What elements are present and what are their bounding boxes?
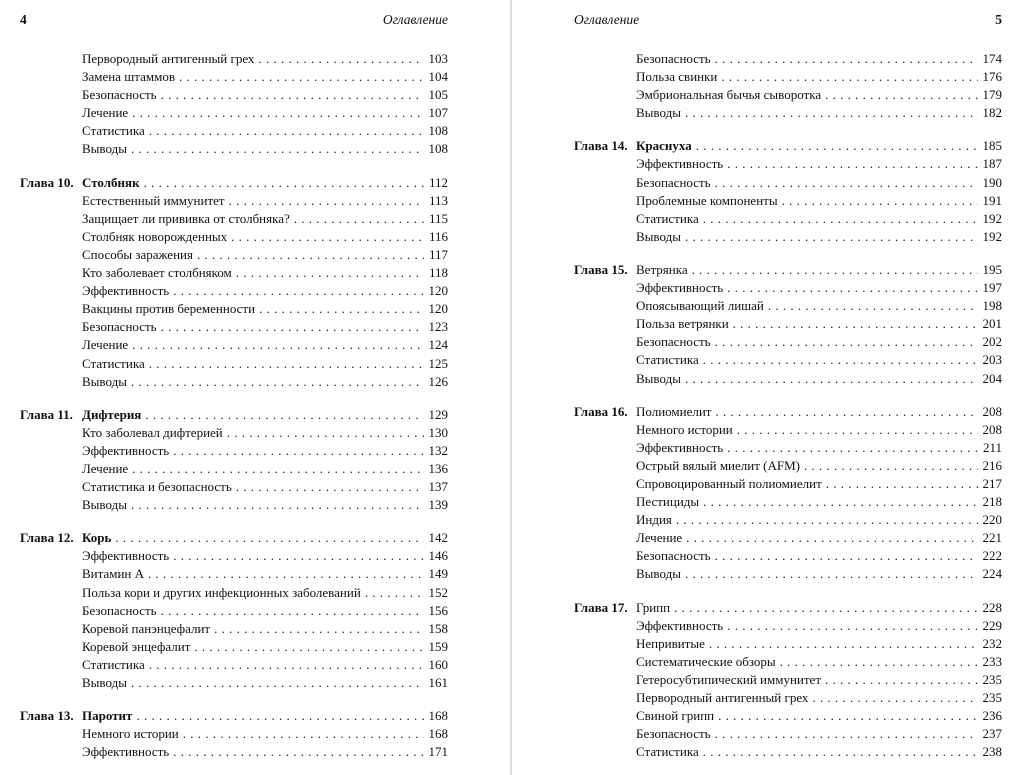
toc-entry <box>20 547 448 565</box>
toc-entry-page: 118 <box>424 264 448 282</box>
toc-entry-title: Эффективность <box>82 548 170 564</box>
toc-entry-title: Столбняк <box>82 174 140 190</box>
toc-entry-page: 120 <box>424 282 449 300</box>
toc-entry <box>20 50 448 68</box>
toc-entry-page: 232 <box>978 635 1003 653</box>
toc-entry-page: 158 <box>424 620 449 638</box>
toc-entry-title: Выводы <box>82 497 127 513</box>
toc-entry-title: Безопасность <box>636 726 711 742</box>
toc-chapter-group <box>574 261 1002 388</box>
toc-entry <box>20 707 448 725</box>
toc-entry <box>20 424 448 442</box>
toc-entry-page: 161 <box>424 674 449 692</box>
toc-entry-page: 115 <box>424 210 448 228</box>
toc-entry-page: 130 <box>424 424 449 442</box>
toc-entry <box>20 228 448 246</box>
toc-entry-title: Немного истории <box>636 421 733 437</box>
chapter-number: Глава 10. <box>20 174 74 190</box>
toc-entry <box>20 656 448 674</box>
toc-entry <box>574 333 1002 351</box>
toc-entry-page: 113 <box>424 192 448 210</box>
toc-entry-page: 202 <box>978 333 1003 351</box>
toc-entry <box>574 279 1002 297</box>
toc-entry <box>574 155 1002 173</box>
toc-entry-page: 132 <box>424 442 449 460</box>
toc-entry-title: Замена штаммов <box>82 69 175 85</box>
toc-entry-title: Выводы <box>636 566 681 582</box>
toc-entry <box>20 318 448 336</box>
toc-entry-title: Эффективность <box>82 744 170 760</box>
toc-entry-page: 126 <box>424 373 449 391</box>
toc-entry-title: Непривитые <box>636 635 705 651</box>
toc-entry-title: Безопасность <box>82 87 157 103</box>
toc-entry-page: 105 <box>424 86 449 104</box>
toc-entry-page: 137 <box>424 478 449 496</box>
toc-entry-title: Эффективность <box>636 439 724 455</box>
toc-chapter-group <box>20 50 448 159</box>
toc-chapter-group <box>574 137 1002 246</box>
toc-entry-title: Кто заболевает столбняком <box>82 265 232 281</box>
left-page <box>0 0 510 775</box>
toc-entry-title: Выводы <box>82 373 127 389</box>
toc-entry <box>20 406 448 424</box>
toc-entry-page: 224 <box>978 565 1003 583</box>
page-number: 4 <box>20 12 27 27</box>
toc-entry <box>20 743 448 761</box>
toc-entry <box>574 565 1002 583</box>
toc-entry <box>574 192 1002 210</box>
toc-entry-title: Эффективность <box>82 283 170 299</box>
toc-entry-page: 235 <box>978 671 1003 689</box>
toc-entry-title: Опоясывающий лишай <box>636 298 764 314</box>
toc-entry-title: Проблемные компоненты <box>636 192 778 208</box>
chapter-number: Глава 11. <box>20 406 73 422</box>
toc-entry-title: Пестициды <box>636 494 700 510</box>
toc-entry-page: 218 <box>978 493 1003 511</box>
toc-entry-title: Выводы <box>82 141 127 157</box>
toc-entry-title: Статистика <box>636 744 699 760</box>
toc-entry-title: Краснуха <box>636 138 692 154</box>
toc-entry <box>574 86 1002 104</box>
toc-entry-page: 123 <box>424 318 449 336</box>
toc-entry-page: 236 <box>978 707 1003 725</box>
toc-entry <box>20 174 448 192</box>
toc-entry-title: Выводы <box>636 370 681 386</box>
toc-entry-title: Безопасность <box>636 334 711 350</box>
toc-entry-title: Ветрянка <box>636 261 688 277</box>
toc-entry-page: 222 <box>978 547 1003 565</box>
toc-chapter-group <box>20 529 448 692</box>
toc-entry-page: 139 <box>424 496 449 514</box>
toc-entry <box>574 50 1002 68</box>
toc-entry <box>20 104 448 122</box>
toc-entry-page: 221 <box>978 529 1003 547</box>
toc-entry-page: 120 <box>424 300 449 318</box>
toc-entry-page: 108 <box>424 122 449 140</box>
toc-entry-title: Статистика <box>636 352 699 368</box>
toc-entry-page: 208 <box>978 421 1003 439</box>
toc-entry-title: Витамин А <box>82 566 145 582</box>
toc-entry <box>574 137 1002 155</box>
book-spine <box>510 0 512 775</box>
toc-chapter-group <box>574 403 1002 584</box>
toc-entry <box>574 261 1002 279</box>
toc-chapter-group <box>20 707 448 761</box>
toc-entry-page: 195 <box>978 261 1003 279</box>
toc-entry-title: Безопасность <box>636 51 711 66</box>
toc-entry-title: Выводы <box>82 675 127 690</box>
toc-entry-page: 235 <box>978 689 1003 707</box>
toc-entry-page: 104 <box>424 68 449 86</box>
toc-entry <box>20 282 448 300</box>
toc-entry-title: Способы заражения <box>82 246 193 262</box>
toc-entry-title: Лечение <box>82 105 129 121</box>
toc-entry-page: 237 <box>978 725 1003 743</box>
toc-entry <box>574 210 1002 228</box>
toc-entry-title: Эффективность <box>82 442 170 458</box>
running-head: Оглавление <box>382 12 448 27</box>
toc-entry-title: Статистика <box>82 123 145 139</box>
toc-entry-title: Полиомиелит <box>636 403 712 419</box>
toc-entry-page: 160 <box>424 656 449 674</box>
toc-entry-title: Грипп <box>636 599 671 615</box>
toc-entry <box>574 315 1002 333</box>
toc-entry-page: 116 <box>424 228 448 246</box>
toc-entry-page: 149 <box>424 565 449 583</box>
toc-entry-title: Немного истории <box>82 726 179 742</box>
toc-entry-title: Польза свинки <box>636 69 718 85</box>
toc-entry <box>574 403 1002 421</box>
toc-entry-title: Выводы <box>636 105 681 121</box>
toc-entry <box>574 174 1002 192</box>
toc-entry-page: 238 <box>978 743 1003 761</box>
toc-entry <box>574 457 1002 475</box>
right-page <box>513 0 1027 775</box>
toc-entry-title: Безопасность <box>82 602 157 618</box>
toc-entry <box>20 442 448 460</box>
toc-entry <box>574 439 1002 457</box>
toc-entry-title: Свиной грипп <box>636 708 715 724</box>
toc-entry-page: 108 <box>424 140 449 158</box>
toc-entry <box>20 355 448 373</box>
toc-entry <box>574 725 1002 743</box>
toc-entry-page: 203 <box>978 351 1003 369</box>
toc-chapter-group <box>574 599 1002 762</box>
toc-entry-page: 129 <box>424 406 449 424</box>
toc-entry-title: Систематические обзоры <box>636 653 776 669</box>
toc-entry-title: Эффективность <box>636 156 724 172</box>
toc-entry-page: 156 <box>424 602 449 620</box>
toc-entry-page: 228 <box>978 599 1003 617</box>
toc-entry-page: 146 <box>424 547 449 565</box>
toc-entry <box>574 228 1002 246</box>
toc-entry-page: 233 <box>978 653 1003 671</box>
toc-entry-title: Безопасность <box>636 174 711 190</box>
toc-entry-title: Корь <box>82 530 112 546</box>
running-head: Оглавление <box>574 12 640 27</box>
toc-entry-title: Спровоцированный полиомиелит <box>636 475 822 491</box>
toc-entry-page: 171 <box>424 743 449 761</box>
toc-entry <box>20 300 448 318</box>
toc-entry-title: Статистика <box>82 355 145 371</box>
page-number: 5 <box>995 12 1002 27</box>
toc-entry-page: 182 <box>978 104 1003 122</box>
toc-entry-title: Первородный антигенный грех <box>82 51 255 66</box>
toc-entry <box>20 529 448 547</box>
toc-entry-page: 103 <box>424 50 449 68</box>
toc-entry-page: 187 <box>978 155 1003 173</box>
toc-entry-page: 216 <box>978 457 1003 475</box>
toc-entry-title: Эмбриональная бычья сыворотка <box>636 87 822 103</box>
toc-entry-title: Коревой энцефалит <box>82 638 191 654</box>
toc-entry-title: Лечение <box>82 460 129 476</box>
toc-entry <box>20 565 448 583</box>
toc-entry-page: 190 <box>978 174 1003 192</box>
toc-entry <box>574 617 1002 635</box>
toc-entry-title: Коревой панэнцефалит <box>82 620 211 636</box>
chapter-number: Глава 14. <box>574 138 628 154</box>
toc-entry-page: 217 <box>978 475 1003 493</box>
toc-entry-page: 107 <box>424 104 449 122</box>
toc-entry-page: 136 <box>424 460 449 478</box>
toc-entry-title: Статистика <box>636 210 699 226</box>
chapter-number: Глава 17. <box>574 599 628 615</box>
toc-entry-page: 174 <box>978 50 1003 68</box>
chapter-number: Глава 16. <box>574 403 628 419</box>
toc-entry-title: Кто заболевал дифтерией <box>82 424 223 440</box>
toc-entry-title: Польза ветрянки <box>636 316 729 332</box>
toc-entry-page: 168 <box>424 707 449 725</box>
toc-entry-page: 220 <box>978 511 1003 529</box>
toc-entry-page: 185 <box>978 137 1003 155</box>
toc-entry <box>574 653 1002 671</box>
toc-entry <box>20 192 448 210</box>
toc-entry <box>20 210 448 228</box>
toc-entry-page: 179 <box>978 86 1003 104</box>
toc-entry <box>20 638 448 656</box>
toc-entry-title: Статистика <box>82 656 145 672</box>
toc-entry-title: Первородный антигенный грех <box>636 690 809 705</box>
toc-entry-title: Индия <box>636 512 672 528</box>
toc-entry <box>20 602 448 620</box>
toc-entry <box>574 104 1002 122</box>
toc-entry-title: Статистика и безопасность <box>82 479 232 495</box>
toc-entry <box>574 511 1002 529</box>
table-of-contents <box>574 50 1002 775</box>
chapter-number: Глава 12. <box>20 530 74 546</box>
toc-entry <box>20 620 448 638</box>
chapter-number: Глава 13. <box>20 708 74 724</box>
toc-entry <box>574 529 1002 547</box>
toc-entry <box>574 689 1002 707</box>
toc-entry-page: 192 <box>978 228 1003 246</box>
toc-entry-title: Острый вялый миелит (AFM) <box>636 457 800 473</box>
toc-entry-page: 124 <box>424 336 449 354</box>
toc-entry <box>20 68 448 86</box>
chapter-number: Глава 15. <box>574 261 628 277</box>
toc-entry-title: Защищает ли прививка от столбняка? <box>82 210 290 226</box>
toc-entry-page: 229 <box>978 617 1003 635</box>
toc-entry-page: 201 <box>978 315 1003 333</box>
toc-entry-title: Гетеросубтипический иммунитет <box>636 671 822 687</box>
toc-entry <box>574 421 1002 439</box>
toc-entry <box>574 671 1002 689</box>
toc-entry-page: 191 <box>978 192 1003 210</box>
toc-entry-page: 125 <box>424 355 449 373</box>
toc-entry-title: Дифтерия <box>82 406 142 422</box>
toc-entry-title: Безопасность <box>82 319 157 335</box>
toc-entry <box>20 460 448 478</box>
toc-entry-page: 176 <box>978 68 1003 86</box>
toc-chapter-group <box>574 50 1002 122</box>
toc-entry-title: Безопасность <box>636 548 711 564</box>
toc-chapter-group <box>20 406 448 515</box>
toc-entry-page: 211 <box>978 439 1002 457</box>
toc-entry-page: 168 <box>424 725 449 743</box>
toc-entry-title: Эффективность <box>636 280 724 296</box>
toc-entry <box>574 493 1002 511</box>
toc-entry <box>574 743 1002 761</box>
table-of-contents <box>20 50 448 775</box>
toc-entry <box>20 478 448 496</box>
toc-entry <box>20 336 448 354</box>
toc-entry <box>574 635 1002 653</box>
toc-entry-page: 112 <box>424 174 448 192</box>
toc-entry-title: Вакцины против беременности <box>82 301 256 317</box>
toc-entry-title: Лечение <box>82 337 129 353</box>
toc-entry-page: 192 <box>978 210 1003 228</box>
toc-entry <box>20 86 448 104</box>
toc-entry-title: Лечение <box>636 530 683 546</box>
toc-entry <box>574 475 1002 493</box>
toc-entry <box>574 297 1002 315</box>
toc-entry-page: 159 <box>424 638 449 656</box>
toc-entry <box>20 122 448 140</box>
toc-entry <box>20 584 448 602</box>
toc-entry-title: Выводы <box>636 228 681 244</box>
toc-entry-page: 198 <box>978 297 1003 315</box>
toc-entry-page: 204 <box>978 370 1003 388</box>
toc-entry-page: 197 <box>978 279 1003 297</box>
toc-entry <box>20 496 448 514</box>
toc-entry-page: 152 <box>424 584 449 602</box>
toc-entry-page: 208 <box>978 403 1003 421</box>
toc-entry-title: Столбняк новорожденных <box>82 228 228 244</box>
toc-entry-title: Естественный иммунитет <box>82 192 225 208</box>
toc-entry <box>20 725 448 743</box>
toc-entry-page: 142 <box>424 529 449 547</box>
toc-entry <box>20 373 448 391</box>
toc-entry-title: Эффективность <box>636 617 724 633</box>
toc-entry <box>20 264 448 282</box>
toc-entry <box>574 547 1002 565</box>
toc-entry <box>574 599 1002 617</box>
toc-chapter-group <box>20 174 448 391</box>
toc-entry <box>574 707 1002 725</box>
toc-entry <box>574 370 1002 388</box>
toc-entry <box>20 674 448 692</box>
toc-entry <box>20 246 448 264</box>
toc-entry-title: Польза кори и других инфекционных заболеваний <box>82 584 361 600</box>
toc-entry-title: Паротит <box>82 708 133 724</box>
toc-entry-page: 117 <box>424 246 448 264</box>
toc-entry <box>574 351 1002 369</box>
toc-entry <box>574 68 1002 86</box>
toc-entry <box>20 140 448 158</box>
